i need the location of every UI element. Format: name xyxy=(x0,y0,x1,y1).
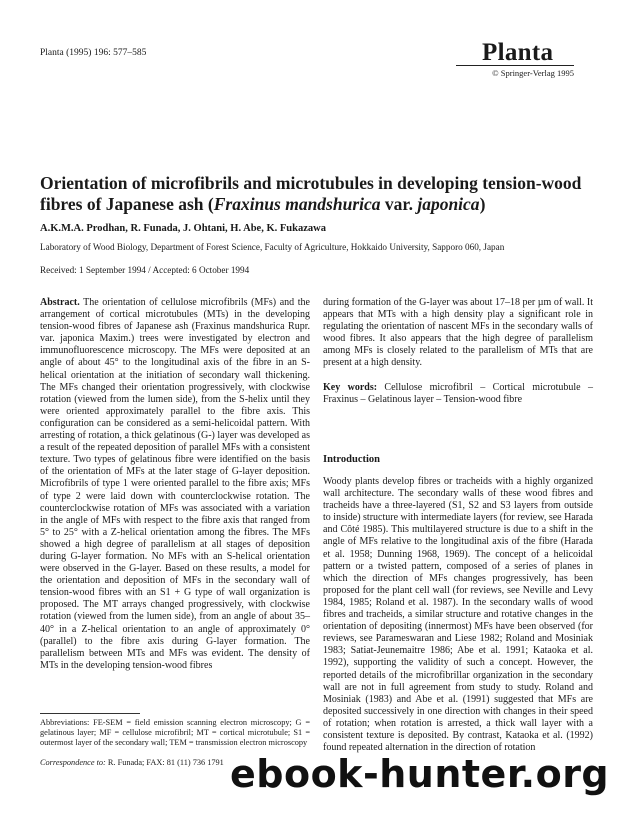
abbreviations-footnote: Abbreviations: FE-SEM = field emission scanning electron microscopy; G = gelatinous layer; MF = cellulose microfibril; MT = cortical microtubule; S1 = outermost layer of the secondary wall; TEM = transmission electron microscopy xyxy=(40,718,310,748)
introduction-heading: Introduction xyxy=(323,454,380,465)
correspondence-label: Correspondence to: xyxy=(40,758,106,767)
abstract-text-right: during formation of the G-layer was about 17–18 per µm of wall. It appears that MTs with a high density play a significant role in regulating the orientation of nascent MFs in the secondary walls of wood fibres. It also appears that the high degree of parallelism among MFs is closely related to the parallelism of MTs that are present at a high density. xyxy=(323,297,593,369)
author-list: A.K.M.A. Prodhan, R. Funada, J. Ohtani, H. Abe, K. Fukazawa xyxy=(40,223,326,234)
watermark-text: ebook-hunter.org xyxy=(230,752,610,796)
publisher-copyright: © Springer-Verlag 1995 xyxy=(492,68,574,78)
abstract-column-right xyxy=(323,297,593,406)
title-species: Fraxinus mandshurica xyxy=(213,194,381,214)
introduction-text: Woody plants develop fibres or tracheids with a highly organized wall architecture. The secondary walls of these wood fibres and tracheids have a three-layered (S1, S2 and S3 layers from outside to inside) structure with intermediate layers (for review, see Harada and Côté 1985). This multilayered structure is due to a shift in the angle of MFs relative to the longitudinal axis of the fibre (Harada et al. 1958; Dunning 1968, 1969). The concept of a helicoidal pattern or a twisted pattern, composed of a series of planes in which the direction of MFs changes progressively, has been proposed for the plant cell wall (for reviews, see Neville and Levy 1984, 1985; Roland et al. 1987). In the secondary walls of wood fibres and tracheids, a similar structure and rotative changes in the orientation of depositing (innermost) MFs have been observed (for reviews, see Parameswaran and Liese 1982; Roland and Mosiniak 1983; Satiat-Jeunemaitre 1986; Abe et al. 1991; Kataoka et al. 1992), supporting the validity of such a concept. However, the reported details of the microfibrillar organization in the secondary wall are not in full agreement from study to study. Roland and Mosiniak (1983) and Abe et al. (1991) suggested that MFs are deposited successively in one direction with changes in their speed of rotation; when rotation is arrested, a thick wall layer with a consistent texture is deposited. By contrast, Kataoka et al. (1992) found repeated alternation in the direction of rotation xyxy=(323,476,593,754)
abstract-text-left: The orientation of cellulose microfibrils (MFs) and the arrangement of cortical microtubules (MTs) in the developing tension-wood fibres of Japanese ash (Fraxinus mandshurica Rupr. var. japonica Maxim.) trees were investigated by electron and immunofluorescence microscopy. The MFs were deposited at an angle of about 45° to the longitudinal axis of the fibre in an S-helical orientation at the initiation of secondary wall thickening. The MFs changed their orientation progressively, with clockwise rotation (viewed from the lumen side), from the S-helix until they were oriented approximately parallel to the fibre axis. This configuration can be considered as a semi-helicoidal pattern. With arresting of rotation, a thick gelatinous (G-) layer was developed as a result of the repeated deposition of parallel MFs with a consistent texture. Two types of gelatinous fibre were identified on the basis of the orientation of MFs at the later stage of G-layer deposition. Microfibrils of type 1 were oriented parallel to the fibre axis; MFs of type 2 were laid down with counterclockwise rotation. The counterclockwise rotation of MFs was associated with a variation in the angle of MFs with respect to the fibre axis that ranged from 5° to 25° with a Z-helical orientation among the fibres. The MFs showed a high degree of parallelism at all stages of deposition during G-layer formation. No MFs with an S-helical orientation were observed in the G-layer. Based on these results, a model for the orientation and deposition of MFs in the secondary wall of tension-wood fibres with an S1 + G type of wall organization is proposed. The MT arrays changed progressively, with clockwise rotation (viewed from the lumen side), from an angle of about 35–40° in a Z-helical orientation to an angle of approximately 0° (parallel) to the fibre axis during G-layer formation. The parallelism between MTs and MFs was evident. The density of MTs in the developing tension-wood fibres xyxy=(40,297,310,671)
keywords-text: Cellulose microfibril – Cortical microtubule – Fraxinus – Gelatinous layer – Tension-wood fibre xyxy=(323,381,593,405)
journal-logo-title: Planta xyxy=(456,40,574,66)
article-title xyxy=(40,173,600,215)
title-part-1: Orientation of microfibrils and microtubules in developing tension-wood fibres of Japanese ash ( xyxy=(40,173,582,214)
received-accepted-dates: Received: 1 September 1994 / Accepted: 6 October 1994 xyxy=(40,265,250,275)
keywords-line xyxy=(323,382,593,406)
title-part-2: var. xyxy=(380,194,418,214)
abstract-column-left xyxy=(40,297,310,672)
footnote-divider xyxy=(40,713,140,714)
journal-reference: Planta (1995) 196: 577–585 xyxy=(40,48,147,58)
title-part-3: ) xyxy=(479,194,486,214)
abstract-label: Abstract. xyxy=(40,297,80,308)
journal-logo xyxy=(456,40,574,78)
correspondence-text: R. Funada; FAX: 81 (11) 736 1791 xyxy=(105,758,224,767)
affiliation: Laboratory of Wood Biology, Department of Forest Science, Faculty of Agriculture, Hokkaido University, Sapporo 060, Japan xyxy=(40,242,505,252)
keywords-label: Key words: xyxy=(323,381,378,393)
title-variety: japonica xyxy=(417,194,480,214)
